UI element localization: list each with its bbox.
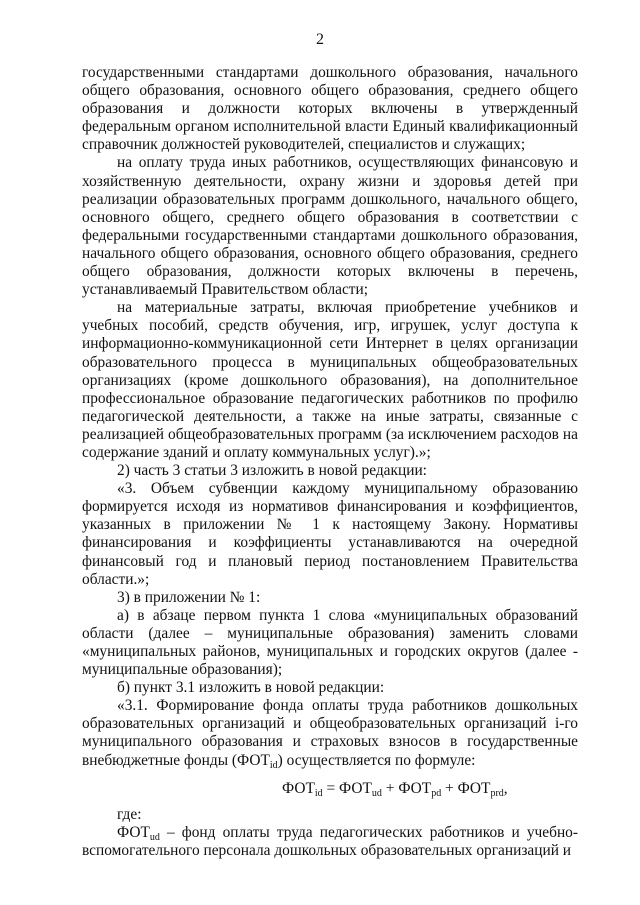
formula-term-3-sub: prd [490, 787, 504, 799]
definition-text: – фонд оплаты труда педагогических работников и учебно-вспомогательного персонала дошкольных образовательных организаций и [82, 823, 578, 859]
formula-plus-1: + [381, 779, 399, 797]
paragraph-where: где: [117, 805, 142, 823]
formula-term-2-sub: pd [431, 787, 442, 799]
formula-term-2: ФОТ [398, 779, 432, 797]
formula-equals: = [322, 779, 340, 797]
payroll-text-end: ) осуществляется по формуле: [277, 751, 476, 769]
paragraph-amendment-2: 2) часть 3 статьи 3 изложить в новой редакции: [117, 462, 427, 480]
paragraph-item-a: а) в абзаце первом пункта 1 слова «муниципальных образований области (далее – муниципальные образования) заменить словами «муниципальных районов, муниципальных и городских округов (далее - муниципальные образования); [82, 606, 578, 679]
paragraph-subvention-volume: «3. Объем субвенции каждому муниципальному образованию формируется исходя из нормативов финансирования и коэффициентов, указанных в приложении № 1 к настоящему Закону. Нормативы финансирования и коэффициенты устанавливаются на очередной финансовый год и плановый период постановлением Правительства области.»; [82, 480, 578, 588]
formula-term-1: ФОТ [339, 779, 372, 797]
definition-term-sub: ud [149, 831, 160, 843]
paragraph-payroll-formation [82, 697, 578, 769]
payroll-text: «3.1. Формирование фонда оплаты труда работников дошкольных образовательных организаций и общеобразовательных организаций i-го муниципального образования и страховых взносов в государственные внебюджетные фонды (ФОТ [82, 697, 578, 769]
paragraph-amendment-3: 3) в приложении № 1: [117, 588, 261, 606]
payroll-subscript: id [269, 759, 278, 771]
page-number: 2 [316, 31, 324, 48]
paragraph-continuation: государственными стандартами дошкольного образования, начального общего образования, основного общего образования, среднего общего образования и должности которых включены в утвержденный федеральным органом исполнительной власти Единый квалификационный справочник должностей руководителей, специалистов и служащих; [82, 64, 578, 154]
paragraph-definition-ud [82, 824, 578, 860]
paragraph-material-costs: на материальные затраты, включая приобретение учебников и учебных пособий, средств обучения, игр, игрушек, услуг доступа к информационно-коммуникационной сети Интернет в целях организации образовательного процесса в муниципальных общеобразовательных организациях (кроме дошкольного образования), на дополнительное профессиональное образование педагогических работников по профилю педагогической деятельности, а также на иные затраты, связанные с реализацией общеобразовательных программ (за исключением расходов на содержание зданий и оплату коммунальных услуг).»; [82, 299, 578, 461]
formula-lhs: ФОТ [282, 779, 315, 797]
definition-term: ФОТ [117, 823, 150, 841]
formula-term-3: ФОТ [457, 779, 491, 797]
formula-term-1-sub: ud [371, 787, 382, 799]
formula-plus-2: + [441, 779, 458, 797]
paragraph-item-b: б) пункт 3.1 изложить в новой редакции: [117, 679, 385, 697]
formula-lhs-sub: id [314, 787, 323, 799]
formula [82, 778, 578, 800]
formula-end: , [503, 779, 508, 797]
document-body [82, 64, 578, 860]
paragraph-other-staff: на оплату труда иных работников, осуществляющих финансовую и хозяйственную деятельности, охрану жизни и здоровья детей при реализации образовательных программ дошкольного, начального общего, основного общего, среднего общего образования в соответствии с федеральными государственными стандартами дошкольного образования, начального общего образования, основного общего образования, среднего общего образования, должности которых включены в перечень, устанавливаемый Правительством области; [82, 154, 578, 299]
